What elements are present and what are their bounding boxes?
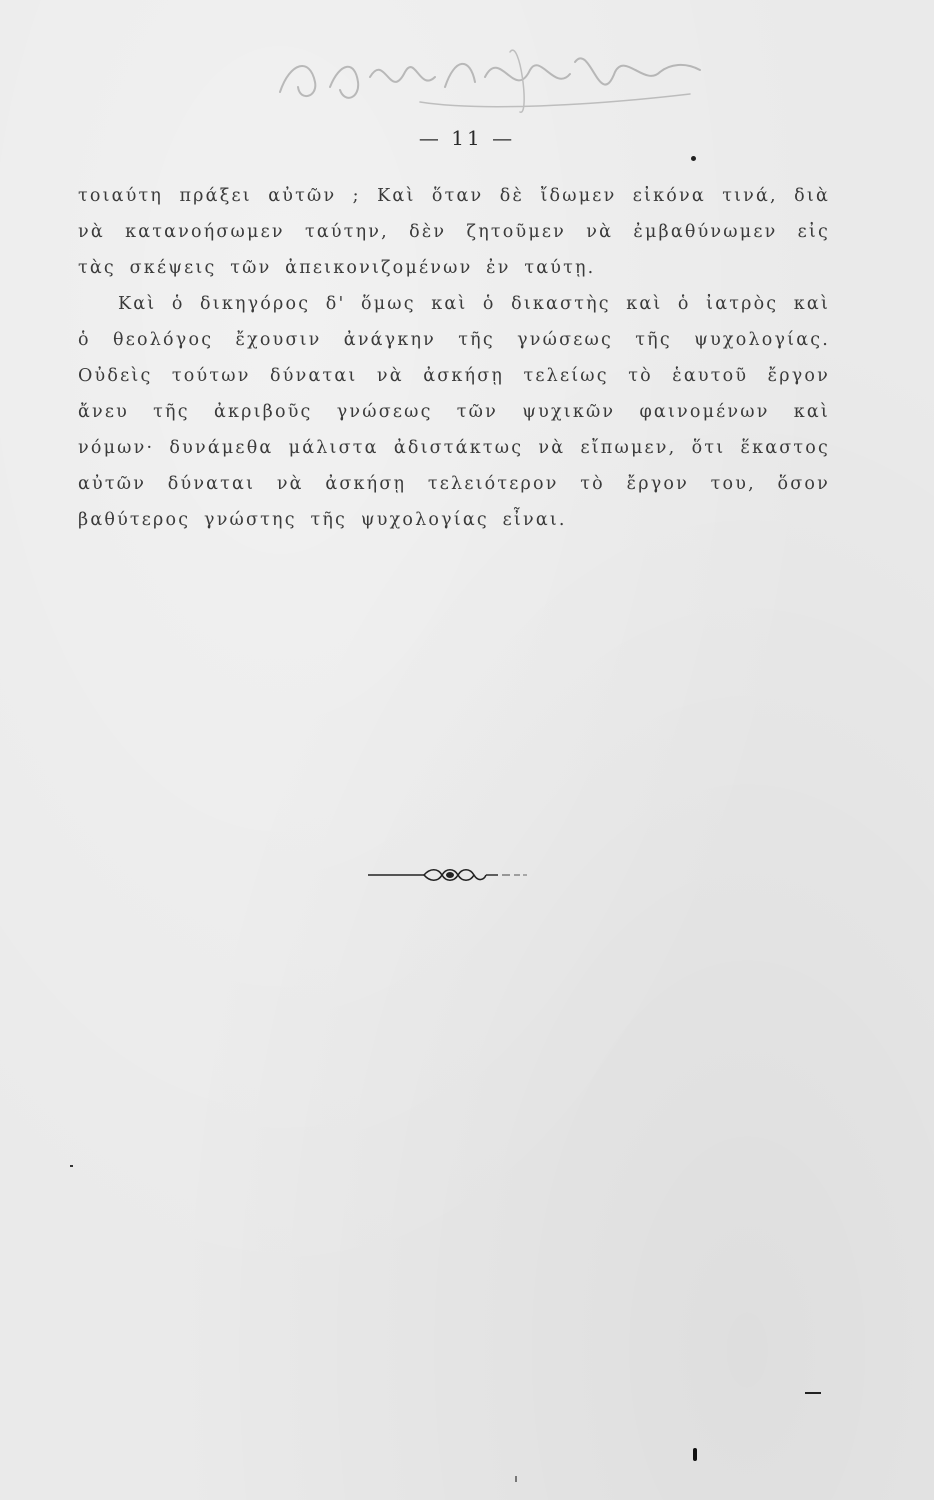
scan-speck [805,1392,821,1394]
paragraph-1: τοιαύτη πράξει αὐτῶν ; Καὶ ὅταν δὲ ἴδωμεν εἰκόνα τινά, διὰ νὰ κατανοήσωμεν ταύτην, δὲν ζητοῦμεν νὰ ἐμβαθύνωμεν εἰς τὰς σκέψεις τῶν ἀπεικονιζομένων ἐν ταύτῃ. [78,186,830,278]
scan-speck [693,1448,697,1461]
scan-speck [515,1476,517,1482]
paragraph-2: Καὶ ὁ δικηγόρος δ' ὅμως καὶ ὁ δικαστὴς καὶ ὁ ἰατρὸς καὶ ὁ θεολόγος ἔχουσιν ἀνάγκην τῆς γνώσεως τῆς ψυχολογίας. Οὐδεὶς τούτων δύναται νὰ ἀσκήσῃ τελείως τὸ ἑαυτοῦ ἔργον ἄνευ τῆς ἀκριβοῦς γνώσεως τῶν ψυχικῶν φαινομένων καὶ νόμων· δυνάμεθα μάλιστα ἀδιστάκτως νὰ εἴπωμεν, ὅτι ἕκαστος αὐτῶν δύναται νὰ ἀσκήσῃ τελειότερον τὸ ἔργον του, ὅσον βαθύτερος γνώστης τῆς ψυχολογίας εἶναι. [78,294,830,530]
handwritten-signature [270,32,710,122]
body-text [78,178,830,538]
page-number: — 11 — [418,126,516,150]
scan-speck [70,1165,73,1167]
ornamental-rule [368,864,528,886]
ink-dot [691,156,696,161]
